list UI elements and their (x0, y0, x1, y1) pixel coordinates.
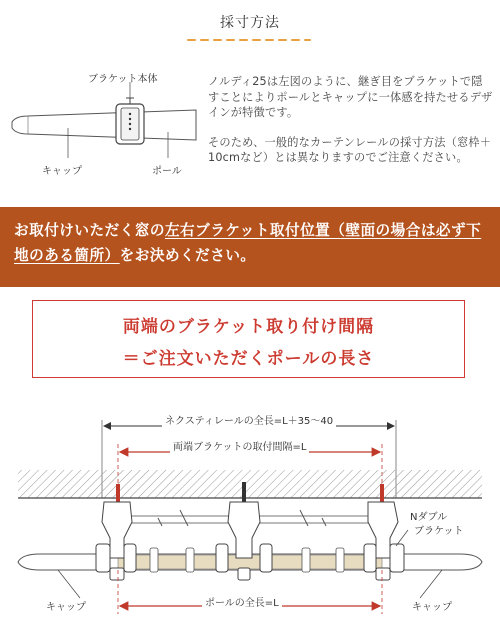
banner-text-part3: をお決めください。 (119, 247, 256, 264)
instruction-banner-text (14, 218, 492, 268)
banner-text-part1: お取付けいただく窓の (14, 222, 165, 239)
description-text (208, 74, 494, 180)
cap-label: キャップ (42, 166, 82, 177)
bracket-spacing-label: 両端ブラケットの取付間隔=L (170, 438, 309, 453)
title-ornament (187, 37, 311, 43)
callout-line-1: 両端のブラケット取り付け間隔 (122, 317, 375, 337)
page-title: 採寸方法 (220, 15, 280, 31)
pole-length-label: ポールの全長=L (202, 594, 282, 609)
banner-text-underlined: 左右ブラケット取付位置（壁面の場合は必ず下地のある箇所） (14, 222, 482, 264)
n-double-bracket-label-2: ブラケット (414, 526, 464, 537)
bracket-body-label: ブラケット本体 (88, 74, 158, 85)
pole-label: ポール (152, 166, 182, 177)
cap-right-label: キャップ (412, 602, 452, 613)
n-double-bracket-label-1: Nダブル (410, 512, 448, 523)
description-para-1: ノルディ25は左図のように、継ぎ目をブラケットで隠すことによりポールとキャップに一体感を持たせるデザインが特徴です。 (208, 75, 493, 119)
description-para-2: そのため、一般的なカーテンレールの採寸方法（窓枠＋10cmなど）とは異なりますのでご注意ください。 (208, 135, 492, 164)
callout-line-2: ＝ご注文いただくポールの長さ (122, 349, 375, 369)
installation-diagram (0, 398, 500, 640)
bracket-closeup-diagram (8, 66, 204, 186)
cap-left-label: キャップ (46, 602, 86, 613)
total-length-label: ネクスティレールの全長=L＋35～40 (162, 412, 336, 427)
